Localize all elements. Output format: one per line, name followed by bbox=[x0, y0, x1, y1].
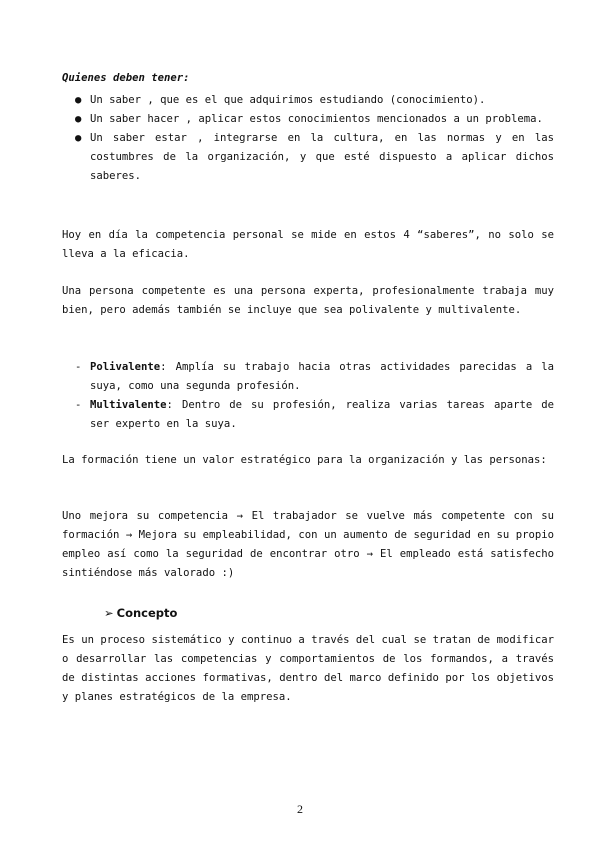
dash-icon: - bbox=[75, 361, 82, 373]
heading-text: Concepto bbox=[116, 606, 178, 620]
bullet-icon: ● bbox=[75, 132, 82, 144]
paragraph: Una persona competente es una persona experta, profesionalmente trabaja muy bien, pero además también se incluye que sea polivalente y multivalente. bbox=[62, 285, 554, 316]
definitions-list bbox=[62, 358, 554, 434]
list-item-text: Un saber estar , integrarse en la cultura, en las normas y en las costumbres de la organización, y que esté dispuesto a aplicar dichos saberes. bbox=[90, 132, 554, 182]
list-item-text: Un saber hacer , aplicar estos conocimientos mencionados a un problema. bbox=[90, 113, 543, 125]
page-number: 2 bbox=[297, 802, 303, 816]
paragraph: La formación tiene un valor estratégico para la organización y las personas: bbox=[62, 454, 547, 466]
definition-item bbox=[62, 396, 554, 434]
definition-term: Multivalente bbox=[90, 399, 167, 411]
paragraph: Uno mejora su competencia → El trabajador se vuelve más competente con su formación → Mejora su empleabilidad, con un aumento de seguridad en su propio empleo así como la seguridad de encontrar otro → El empleado está satisfecho sintiéndose más valorado :) bbox=[62, 510, 554, 579]
list-item-text: Un saber , que es el que adquirimos estudiando (conocimiento). bbox=[90, 94, 486, 106]
list-item bbox=[62, 129, 554, 186]
definition-text: : Amplía su trabajo hacia otras actividades parecidas a la suya, como una segunda profesión. bbox=[90, 361, 554, 392]
bullet-icon: ● bbox=[75, 94, 82, 106]
section-title: Quienes deben tener: bbox=[62, 72, 190, 84]
saberes-list bbox=[62, 91, 554, 186]
list-item bbox=[62, 110, 554, 129]
paragraph: Es un proceso sistemático y continuo a través del cual se tratan de modificar o desarrollar las competencias y comportamientos de los formandos, a través de distintas acciones formativas, dentro del marco definido por los objetivos y planes estratégicos de la empresa. bbox=[62, 634, 554, 703]
definition-item bbox=[62, 358, 554, 396]
dash-icon: - bbox=[75, 399, 82, 411]
list-item bbox=[62, 91, 554, 110]
bullet-icon: ● bbox=[75, 113, 82, 125]
definition-text: : Dentro de su profesión, realiza varias tareas aparte de ser experto en la suya. bbox=[90, 399, 554, 430]
concepto-heading bbox=[104, 604, 177, 623]
definition-term: Polivalente bbox=[90, 361, 161, 373]
paragraph: Hoy en día la competencia personal se mide en estos 4 “saberes”, no solo se lleva a la eficacia. bbox=[62, 229, 554, 260]
arrow-bullet-icon: ➢ bbox=[104, 606, 114, 620]
